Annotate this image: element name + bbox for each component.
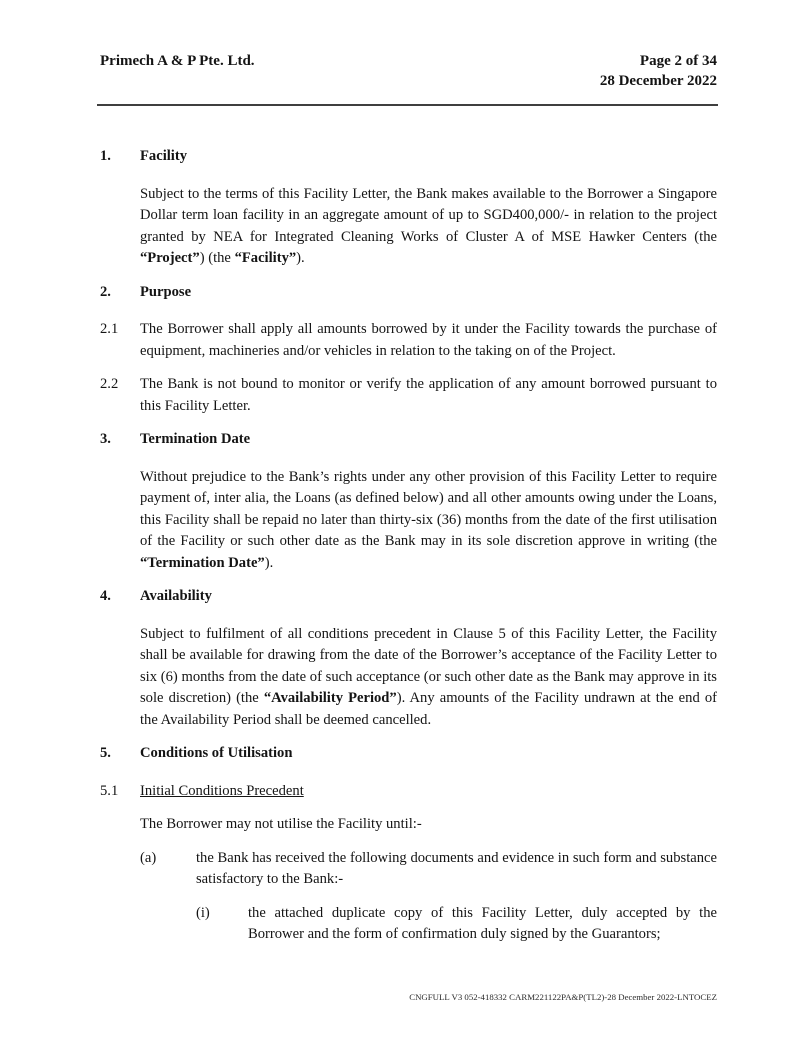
clause-2-1 [100, 319, 717, 362]
header-right [600, 51, 717, 91]
defined-term-facility: “Facility” [234, 250, 297, 266]
defined-term-termination-date: “Termination Date” [140, 554, 265, 571]
defined-term-availability-period: “Availability Period” [263, 690, 397, 706]
item-a [140, 848, 717, 946]
page-number: Page 2 of 34 [639, 53, 717, 69]
defined-term-project: “Project” [140, 250, 200, 266]
indent-spacer [100, 184, 140, 270]
clause-5-1-number: 5.1 [100, 782, 119, 799]
clause-4-number: 4. [100, 588, 111, 604]
item-i-row [196, 903, 717, 946]
clause-5-number: 5. [100, 745, 111, 761]
item-i-text: the attached duplicate copy of this Facility Letter, duly accepted by the Borrower and the form of confirmation duly signed by the Guarantors; [248, 904, 717, 942]
clause-5-1-items [100, 848, 717, 946]
clause-5-title: Conditions of Utilisation [140, 745, 293, 761]
document-body [0, 106, 810, 946]
header-date: 28 December 2022 [599, 73, 717, 89]
clause-5-1-heading [100, 781, 717, 803]
clause-4-paragraph [140, 624, 717, 732]
item-a-body [196, 848, 717, 946]
clause-5-1-title: Initial Conditions Precedent [140, 782, 304, 799]
clause-5-heading [100, 743, 717, 765]
indent-spacer [100, 848, 140, 946]
clause-5-1-intro [100, 814, 717, 836]
clause-3-paragraph [140, 467, 717, 575]
indent-spacer [100, 624, 140, 732]
clause-2-1-paragraph: The Borrower shall apply all amounts borrowed by it under the Facility towards the purchase of equipment, machineries and/or vehicles in relation to the taking on of the Project. [140, 321, 717, 359]
clause-4-text: Subject to fulfilment of all conditions precedent in Clause 5 of this Facility Letter, the Facility shall be available for drawing from the date of the Borrower’s acceptance of the Facility Letter to six (6) months from the date of such acceptance (or such other date as the Bank may approve in its sole discretion) (the [140, 625, 717, 706]
clause-1-text-end: ). [296, 250, 305, 266]
clause-2-2 [100, 374, 717, 417]
clause-2-1-number: 2.1 [100, 321, 119, 337]
clause-2-2-paragraph: The Bank is not bound to monitor or verify the application of any amount borrowed pursuant to this Facility Letter. [140, 376, 717, 414]
clause-3-text-end: ). [264, 554, 274, 571]
item-a-row [140, 848, 717, 946]
clause-4-heading [100, 586, 717, 608]
clause-4-text-end: ). Any amounts of the Facility undrawn at the end of the Availability Period shall be deemed cancelled. [140, 690, 717, 728]
item-a-label: (a) [140, 849, 157, 866]
clause-1-body [100, 184, 717, 270]
document-reference-code: CNGFULL V3 052-418332 CARM221122PA&P(TL2)-28 December 2022-LNTOCEZ [409, 992, 717, 1002]
item-i-label: (i) [196, 904, 210, 921]
company-name: Primech A & P Pte. Ltd. [100, 53, 255, 69]
clause-4-title: Availability [140, 588, 212, 604]
clause-1-text-mid: ) (the [199, 250, 235, 266]
clause-1-text: Subject to the terms of this Facility Letter, the Bank makes available to the Borrower a Singapore Dollar term loan facility in an aggregate amount of up to SGD400,000/- in relation to the project granted by NEA for Integrated Cleaning Works of Cluster A of MSE Hawker Centers (the [140, 185, 717, 245]
clause-3-title: Termination Date [140, 431, 251, 447]
item-a-text: the Bank has received the following documents and evidence in such form and substance satisfactory to the Bank:- [196, 849, 717, 887]
clause-4-body [100, 624, 717, 732]
clause-3-heading [100, 429, 717, 451]
clause-2-2-number: 2.2 [100, 376, 119, 392]
clause-2-title: Purpose [140, 283, 192, 300]
clause-3-text: Without prejudice to the Bank’s rights under any other provision of this Facility Letter to require payment of, inter alia, the Loans (as defined below) and all other amounts owing under the Loans, this Facility shall be repaid no later than thirty-six (36) months from the date of the first utilisation of the Facility or such other date as the Bank may in its sole discretion approve in writing (the [140, 468, 717, 549]
clause-2-number: 2. [100, 283, 111, 300]
clause-1-heading [100, 146, 717, 168]
indent-spacer [100, 467, 140, 575]
clause-1-paragraph [140, 184, 717, 270]
clause-1-number: 1. [100, 148, 111, 164]
clause-3-body [100, 467, 717, 575]
clause-1-title: Facility [140, 148, 188, 164]
indent-spacer [100, 814, 140, 836]
clause-5-1-intro-text: The Borrower may not utilise the Facility until:- [140, 816, 422, 832]
clause-2-heading [100, 282, 717, 304]
page-header [0, 0, 810, 91]
clause-3-number: 3. [100, 431, 111, 447]
